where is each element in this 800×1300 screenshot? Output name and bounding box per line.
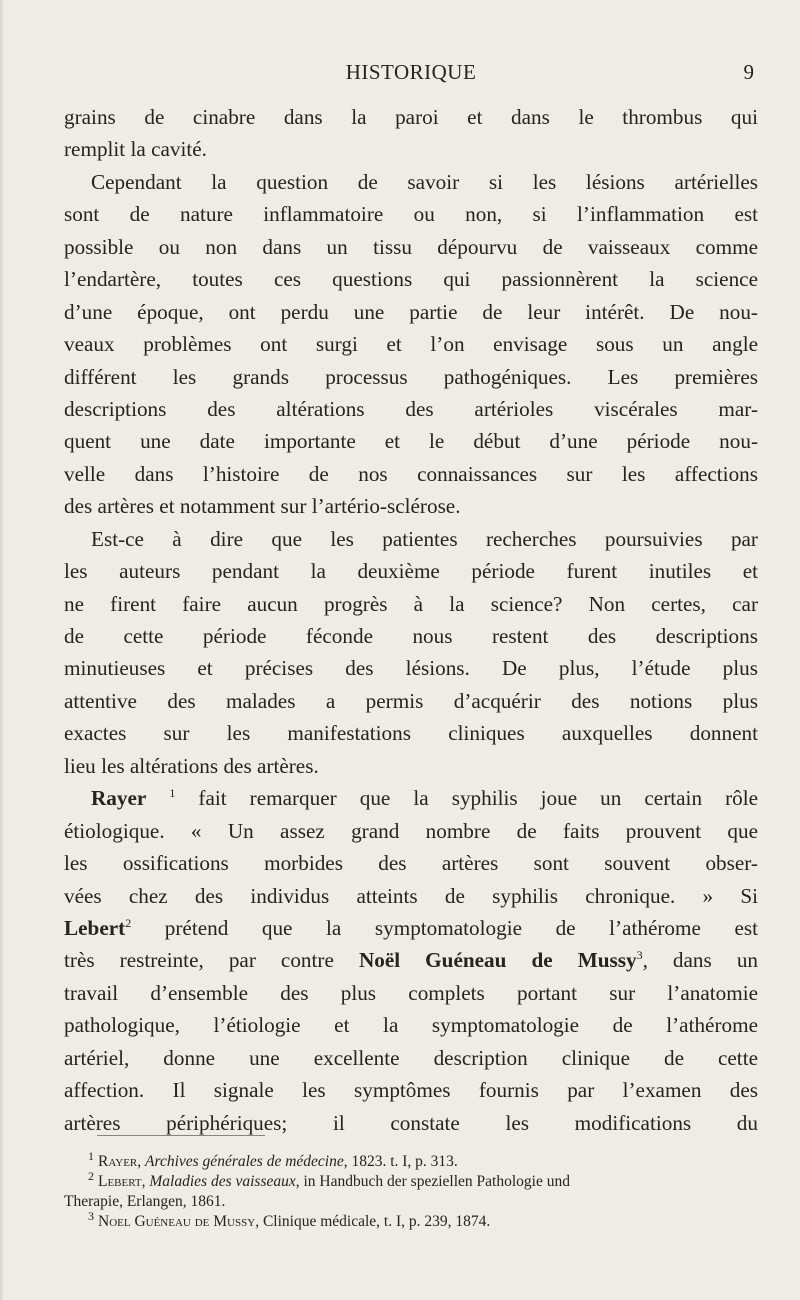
- footnote-2-continued: Therapie, Erlangen, 1861.: [64, 1193, 226, 1210]
- footnote-3: $^3$ Noel Guéneau de Mussy, Clinique médicale, t. I, p. 239, 1874.: [88, 1208, 491, 1230]
- footnote-ref: 1: [169, 786, 176, 801]
- text-line: l’endartère, toutes ces questions qui passionnèrent la science: [64, 267, 758, 292]
- text-line: les ossifications morbides des artères sont souvent obser-: [64, 851, 758, 876]
- text-line: de cette période féconde nous restent des descriptions: [64, 624, 758, 648]
- text-line: quent une date importante et le début d’une période nou-: [64, 429, 758, 454]
- footnote-rule: [97, 1135, 265, 1136]
- footnotes: [64, 1148, 758, 1232]
- text-line: descriptions des altérations des artérioles viscérales mar-: [64, 396, 758, 421]
- text-line: sont de nature inflammatoire ou non, si l’inflammation est: [64, 202, 758, 227]
- text-line: veaux problèmes ont surgi et l’on envisage sous un angle: [64, 332, 758, 357]
- text-line: vées chez des individus atteints de syphilis chronique. » Si: [64, 883, 758, 908]
- body-text: [64, 101, 758, 1139]
- text-line: très restreinte, par contre Noël Guéneau de Mussy$^3$, dans un: [64, 948, 759, 973]
- author-gueneau-de-mussy: Noël Guéneau de Mussy: [358, 948, 637, 973]
- author-rayer: Rayer: [91, 786, 147, 811]
- text-line: travail d’ensemble des plus complets portant sur l’anatomie: [64, 980, 758, 1005]
- text-line: minutieuses et précises des lésions. De plus, l’étude plus: [64, 656, 758, 681]
- text-line: possible ou non dans un tissu dépourvu de vaisseaux comme: [64, 234, 758, 259]
- text-line: exactes sur les manifestations cliniques auxquelles donnent: [64, 721, 758, 746]
- text-line: attentive des malades a permis d’acquérir des notions plus: [64, 688, 758, 713]
- text-line: pathologique, l’étiologie et la symptomatologie de l’athérome: [64, 1013, 758, 1038]
- running-head: [64, 60, 758, 90]
- footnote-ref: 3: [636, 948, 643, 963]
- text-line: velle dans l’histoire de nos connaissances sur les affections: [64, 461, 758, 486]
- text-line: artériel, donne une excellente description clinique de cette: [64, 1045, 758, 1070]
- text-line: grains de cinabre dans la paroi et dans le thrombus qui: [64, 105, 758, 129]
- text-line: remplit la cavité.: [64, 137, 207, 162]
- author-lebert: Lebert: [64, 915, 126, 940]
- running-head-title: HISTORIQUE: [345, 60, 477, 84]
- text-line: Est-ce à dire que les patientes recherches poursuivies par: [91, 526, 758, 551]
- text-line: d’une époque, ont perdu une partie de leur intérêt. De nou-: [64, 299, 758, 324]
- text-line: Cependant la question de savoir si les lésions artérielles: [91, 169, 758, 194]
- footnote-2: $^2$ Lebert, Maladies des vaisseaux, in Handbuch der speziellen Pathologie und: [88, 1168, 570, 1190]
- page-number: 9: [743, 60, 754, 84]
- text-line: affection. Il signale les symptômes fournis par l’examen des: [64, 1078, 758, 1103]
- text-line: lieu les altérations des artères.: [64, 753, 319, 778]
- text-line: Rayer $^1$ fait remarquer que la syphilis joue un certain rôle: [91, 786, 759, 811]
- text-line: ne firent faire aucun progrès à la science? Non certes, car: [64, 591, 758, 616]
- footnote-ref: 2: [125, 915, 132, 930]
- text-line: étiologique. « Un assez grand nombre de faits prouvent que: [64, 818, 758, 843]
- footnote-1: $^1$ Rayer, Archives générales de médecine, 1823. t. I, p. 313.: [88, 1148, 458, 1170]
- text-line: Lebert$^2$ prétend que la symptomatologie de l’athérome est: [64, 915, 759, 940]
- text-line: des artères et notamment sur l’artério-sclérose.: [64, 494, 461, 519]
- text-line: les auteurs pendant la deuxième période furent inutiles et: [64, 559, 758, 584]
- text-line: différent les grands processus pathogéniques. Les premières: [64, 364, 758, 389]
- text-line: artères périphériques; il constate les modifications du: [64, 1110, 758, 1135]
